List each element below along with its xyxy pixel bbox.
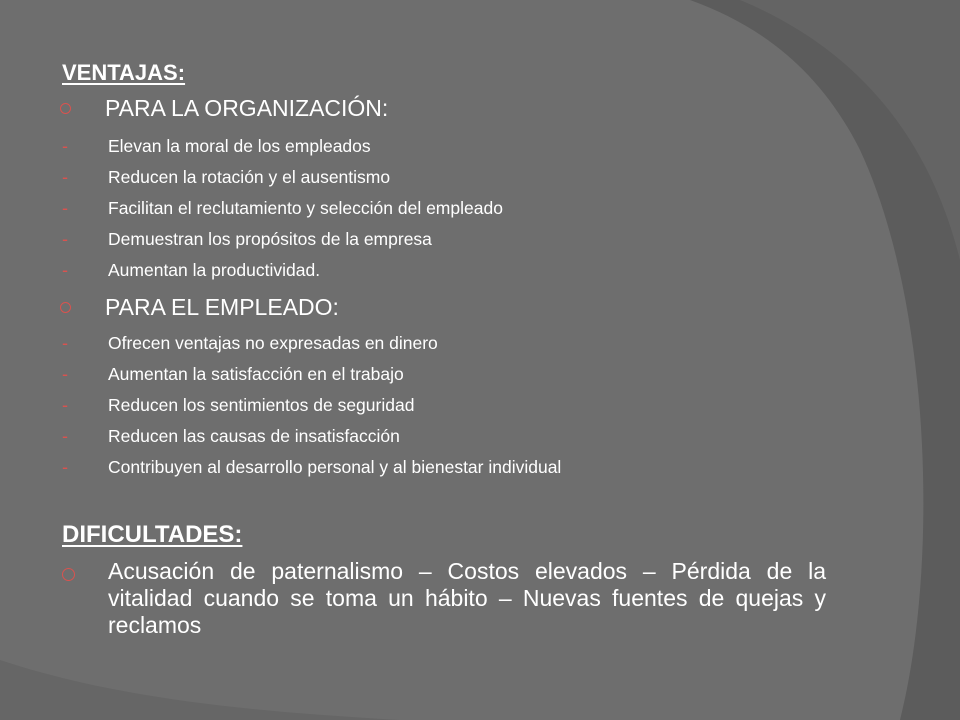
circle-bullet-icon [62, 568, 75, 581]
list-item: - Reducen los sentimientos de seguridad [62, 395, 415, 415]
list-item: - Aumentan la productividad. [62, 260, 321, 280]
dash-bullet: - [62, 198, 68, 218]
dificultades-item [60, 558, 826, 639]
dash-bullet: - [62, 426, 68, 446]
dash-bullet: - [62, 136, 68, 156]
organizacion-label: PARA LA ORGANIZACIÓN: [105, 95, 389, 121]
empleado-subheading [58, 294, 339, 321]
list-item: - Aumentan la satisfacción en el trabajo [62, 364, 404, 384]
dash-bullet: - [62, 167, 68, 187]
list-item: - Facilitan el reclutamiento y selección del empleado [62, 198, 503, 218]
dash-bullet: - [62, 260, 68, 280]
circle-bullet-icon [60, 302, 71, 313]
dash-bullet: - [62, 333, 68, 353]
list-item: - Reducen la rotación y el ausentismo [62, 167, 391, 187]
list-item: - Contribuyen al desarrollo personal y al bienestar individual [62, 457, 562, 477]
ventajas-heading: VENTAJAS: [62, 60, 186, 85]
dash-bullet: - [62, 395, 68, 415]
empleado-label: PARA EL EMPLEADO: [105, 294, 339, 320]
dash-bullet: - [62, 229, 68, 249]
dash-bullet: - [62, 364, 68, 384]
list-item: - Ofrecen ventajas no expresadas en dinero [62, 333, 438, 353]
dificultades-heading: DIFICULTADES: [62, 521, 243, 548]
dificultades-text: Acusación de paternalismo – Costos elevados – Pérdida de la vitalidad cuando se toma un hábito – Nuevas fuentes de quejas y reclamos [108, 558, 826, 638]
list-item: - Demuestran los propósitos de la empresa [62, 229, 432, 249]
organizacion-subheading [58, 95, 388, 122]
list-item: - Elevan la moral de los empleados [62, 136, 371, 156]
circle-bullet-icon [60, 103, 71, 114]
organizacion-list [62, 131, 503, 286]
dash-bullet: - [62, 457, 68, 477]
list-item: - Reducen las causas de insatisfacción [62, 426, 400, 446]
empleado-list [62, 328, 561, 483]
